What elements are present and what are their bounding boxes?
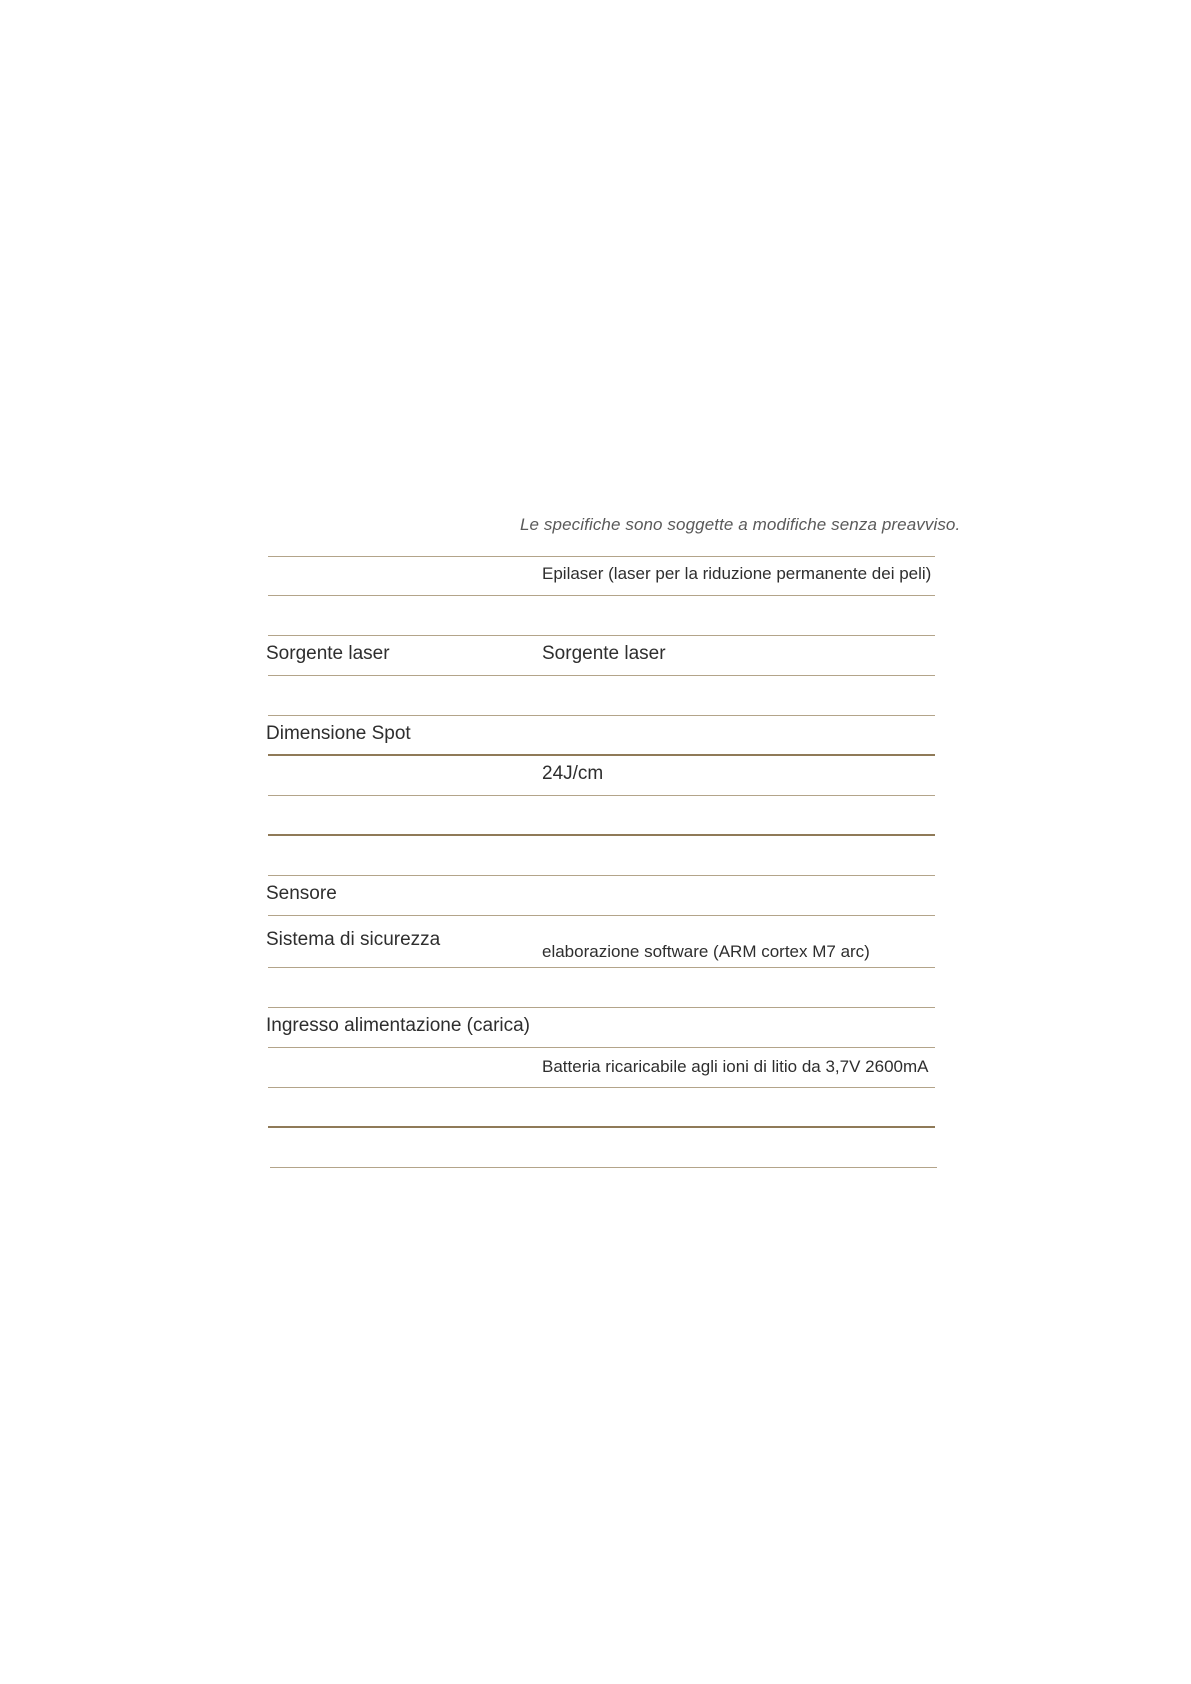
disclaimer-note: Le specifiche sono soggette a modifiche senza preavviso. (520, 515, 961, 534)
table-rule (268, 915, 935, 916)
table-rule (268, 1047, 935, 1048)
table-rule (270, 1167, 937, 1168)
table-cell-label: Ingresso alimentazione (carica) (266, 1015, 531, 1036)
table-rule (268, 1087, 935, 1088)
table-rule (268, 1007, 935, 1008)
table-cell-value: elaborazione software (ARM cortex M7 arc) (542, 942, 870, 961)
table-rule (268, 635, 935, 636)
table-cell-label: Sistema di sicurezza (266, 929, 441, 950)
table-rule (268, 967, 935, 968)
table-rule (268, 715, 935, 716)
table-rule (268, 834, 935, 836)
table-cell-label: Dimensione Spot (266, 723, 411, 744)
table-cell-value: 24J/cm (542, 763, 604, 784)
table-rule (268, 875, 935, 876)
table-cell-value: Batteria ricaricabile agli ioni di litio da 3,7V 2600mA (542, 1057, 929, 1076)
table-cell-label: Sensore (266, 883, 337, 904)
table-rule (268, 1126, 935, 1128)
table-cell-value: Epilaser (laser per la riduzione permanente dei peli) (542, 564, 932, 583)
table-rule (268, 754, 935, 756)
table-rule (268, 795, 935, 796)
table-rule (268, 675, 935, 676)
table-rule (268, 556, 935, 557)
table-cell-label: Sorgente laser (266, 643, 390, 664)
table-cell-value: Sorgente laser (542, 643, 666, 664)
table-rule (268, 595, 935, 596)
